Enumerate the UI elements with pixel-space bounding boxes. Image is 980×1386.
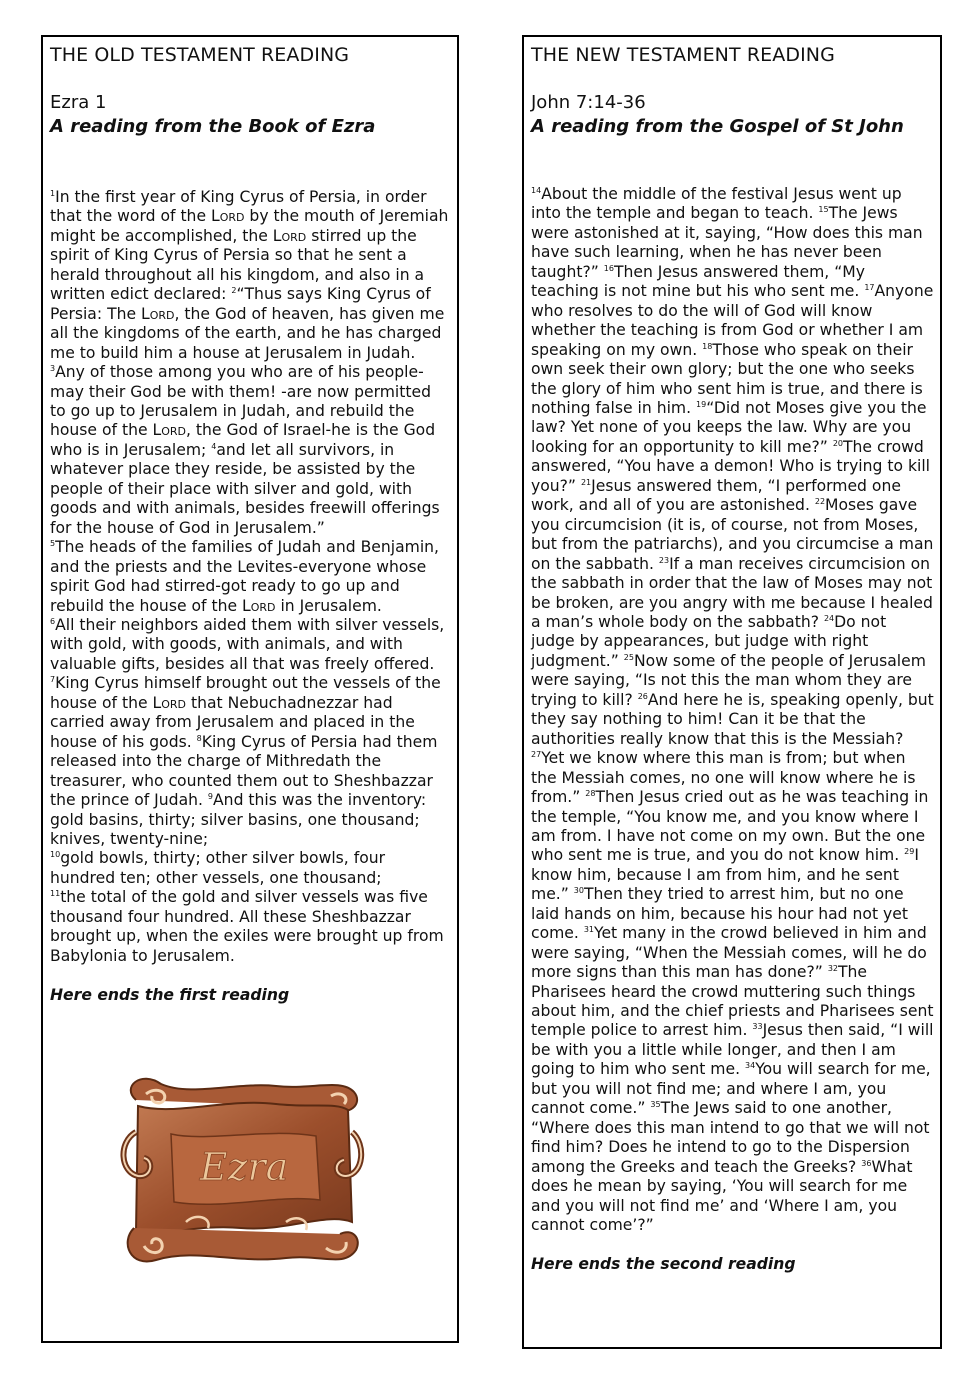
verse-number: 24: [823, 613, 835, 623]
reading-subtitle: A reading from the Gospel of St John: [531, 116, 904, 137]
panel-heading: THE OLD TESTAMENT READING: [50, 44, 350, 66]
new-testament-panel: [522, 35, 942, 1349]
verse-number: 36: [861, 1158, 872, 1168]
verse-number: 8: [196, 733, 202, 743]
verse-number: 21: [580, 477, 592, 487]
verse-number: 33: [752, 1022, 763, 1032]
reading-text: $^1$In the first year of King Cyrus of Persia, in order that the word of the Lord by the mouth of Jeremiah might be accomplished, the Lord stirred up the spirit of King Cyrus of Persia so that he sent a herald throughout all his kingdom, and also in a written edict declared: $^2$“Thus says King Cyrus of Persia: The Lord, the God of heaven, has given me all the kingdoms of the earth, and he has charged me to build him a house at Jerusalem in Judah. $^3$Any of those among you who are of his people-may their God be with them! -are now permitted to go up to Jerusalem in Judah, and rebuild the house of the Lord, the God of Israel-he is the God who is in Jerusalem; $^4$and let all survivors, in whatever place they reside, be assisted by the people of their place with silver and gold, with goods and with animals, besides freewill offerings for the house of God in Jerusalem.” $^5$The heads of the families of Judah and Benjamin, and the priests and the Levites-everyone whose spirit God had stirred-got ready to go up and rebuild the house of the Lord in Jerusalem. $^6$All their neighbors aided them with silver vessels, with gold, with goods, with animals, and with valuable gifts, besides all that was freely offered. $^7$King Cyrus himself brought out the vessels of the house of the Lord that Nebuchadnezzar had carried away from Jerusalem and placed in the house of his gods. $^8$King Cyrus of Persia had them released into the charge of Mithredath the treasurer, who counted them out to Sheshbazzar the prince of Judah. $^9$And this was the inventory: gold basins, thirty; silver basins, one thousand; knives, twenty-nine; $^{10}$gold bowls, thirty; other silver bowls, four hundred ten; other vessels, one thousand; $^{11}$the total of the gold and silver vessels was five thousand four hundred. All these Sheshbazzar brought up, when the exiles were brought up from Babylonia to Jerusalem.: [50, 188, 449, 965]
reading-reference: Ezra 1: [50, 92, 107, 113]
verse-number: 29: [904, 847, 915, 857]
verse-number: 22: [814, 497, 826, 507]
reading-closing: Here ends the first reading: [50, 986, 290, 1005]
verse-number: 1: [50, 189, 56, 198]
verse-number: 27: [531, 750, 542, 760]
divine-name: Lord: [242, 596, 276, 615]
verse-number: 2: [231, 286, 237, 296]
verse-number: 20: [832, 438, 843, 448]
verse-number: 5: [50, 539, 56, 549]
divine-name: Lord: [272, 226, 307, 245]
reading-subtitle: A reading from the Book of Ezra: [50, 116, 376, 137]
divine-name: Lord: [141, 304, 175, 323]
verse-number: 10: [50, 850, 61, 860]
verse-number: 3: [50, 364, 56, 374]
scroll-lettering: Ezra: [199, 1145, 289, 1189]
verse-number: 4: [211, 441, 217, 451]
panel-heading: THE NEW TESTAMENT READING: [531, 44, 835, 66]
verse-number: 16: [603, 263, 614, 273]
verse-number: 17: [864, 283, 875, 293]
verse-number: 14: [531, 186, 542, 195]
verse-number: 31: [583, 925, 594, 935]
verse-number: 28: [585, 789, 596, 799]
ezra-scroll-image: [116, 1072, 366, 1272]
verse-number: 9: [207, 792, 214, 802]
divine-name: Lord: [152, 693, 186, 712]
verse-number: 19: [696, 399, 707, 409]
verse-number: 6: [50, 616, 56, 626]
verse-number: 30: [573, 886, 584, 896]
verse-number: 18: [702, 341, 713, 351]
reading-text: $^{14}$About the middle of the festival Jesus went up into the temple and began to teach. $^{15}$The Jews were astonished at it, saying, “How does this man have such learning, when he has never been taught?” $^{16}$Then Jesus answered them, “My teaching is not mine but his who sent me. $^{17}$Anyone who resolves to do the will of God will know whether the teaching is from God or whether I am speaking on my own. $^{18}$Those who speak on their own seek their own glory; but the one who seeks the glory of him who sent him is true, and there is nothing false in him. $^{19}$“Did not Moses give you the law? Yet none of you keeps the law. Why are you looking for an opportunity to kill me?” $^{20}$The crowd answered, “You have a demon! Who is trying to kill you?” $^{21}$Jesus answered them, “I performed one work, and all of you are astonished. $^{22}$Moses gave you circumcision (it is, of course, not from Moses, but from the patriarchs), and you circumcise a man on the sabbath. $^{23}$If a man receives circumcision on the sabbath in order that the law of Moses may not be broken, are you angry with me because I healed a man’s whole body on the sabbath? $^{24}$Do not judge by appearances, but judge with right judgment.” $^{25}$Now some of the people of Jerusalem were saying, “Is not this the man whom they are trying to kill? $^{26}$And here he is, speaking openly, but they say nothing to him! Can it be that the authorities really know that this is the Messiah? $^{27}$Yet we know where this man is from; but when the Messiah comes, no one will know where he is from.” $^{28}$Then Jesus cried out as he was teaching in the temple, “You know me, and you know where I am from. I have not come on my own. But the one who sent me is true, and you do not know him. $^{29}$I know him, because I am from him, and he sent me.” $^{30}$Then they tried to arrest him, but no one laid hands on him, because his hour had not yet come. $^{31}$Yet many in the crowd believed in him and were saying, “When the Messiah comes, will he do more signs than this man has done?” $^{32}$The Pharisees heard the crowd muttering such things about him, and the chief priests and Pharisees sent temple police to arrest him. $^{33}$Jesus then said, “I will be with you a little while longer, and then I am going to him who sent me. $^{34}$You will search for me, but you will not find me; and where I am, you cannot come.” $^{35}$The Jews said to one another, “Where does this man intend to go that we will not find him? Does he intend to go to the Dispersion among the Greeks and teach the Greeks? $^{36}$What does he mean by saying, ‘You will search for me and you will not find me’ and ‘Where I am, you cannot come’?”: [531, 185, 934, 1235]
verse-number: 34: [745, 1061, 756, 1071]
verse-number: 35: [650, 1100, 661, 1110]
reading-reference: John 7:14-36: [531, 92, 646, 113]
verse-number: 23: [658, 555, 670, 565]
verse-number: 26: [637, 691, 648, 701]
verse-number: 32: [827, 964, 838, 974]
divine-name: Lord: [152, 421, 186, 440]
verse-number: 7: [50, 675, 56, 685]
verse-number: 25: [623, 652, 634, 662]
verse-number: 15: [818, 205, 829, 215]
verse-number: 11: [50, 889, 61, 899]
reading-closing: Here ends the second reading: [531, 1255, 796, 1274]
divine-name: Lord: [211, 207, 245, 226]
